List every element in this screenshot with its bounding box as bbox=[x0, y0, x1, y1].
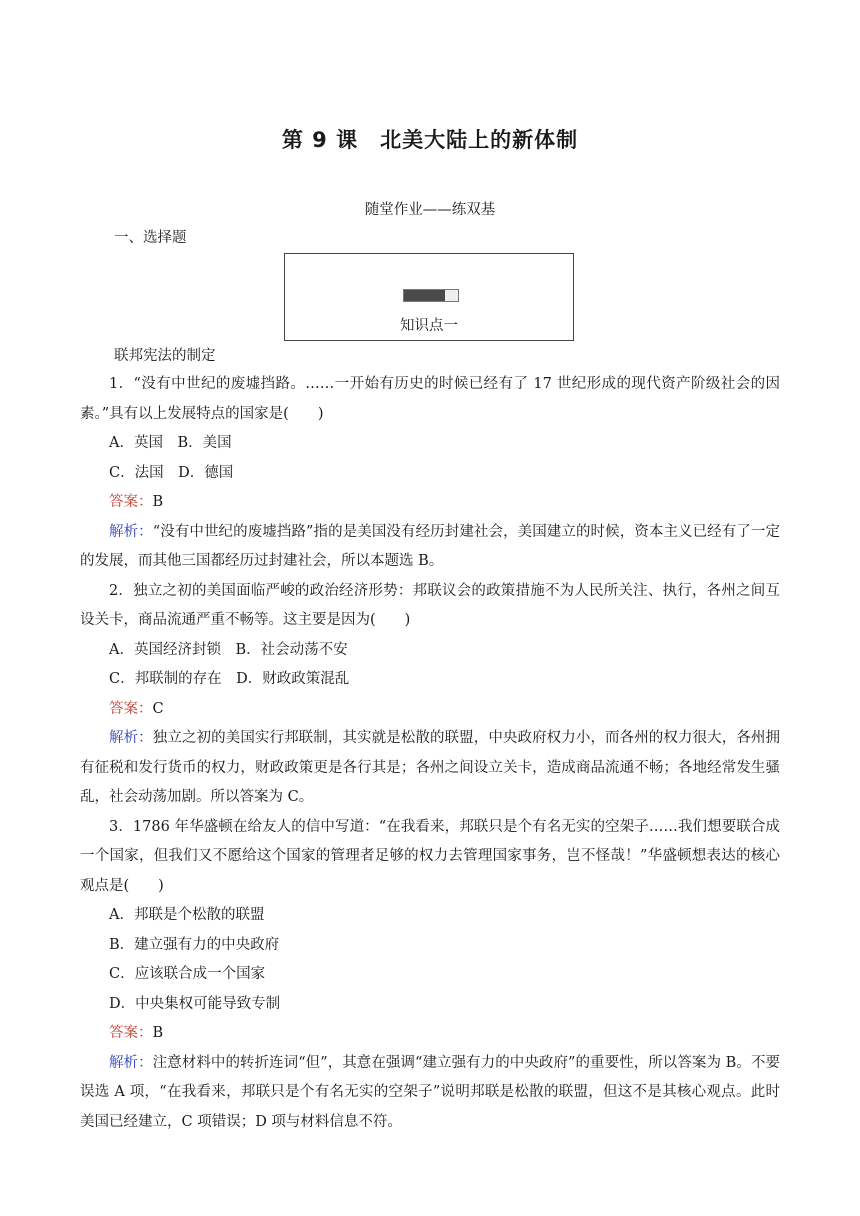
question-option: C．应该联合成一个国家 bbox=[109, 966, 266, 982]
answer-value: B bbox=[152, 1025, 164, 1041]
page-subtitle: 随堂作业——练双基 bbox=[364, 202, 496, 218]
answer-value: B bbox=[152, 494, 164, 510]
explanation-text: 注意材料中的转折连词“但”，其意在强调“建立强有力的中央政府”的重要性，所以答案为 B。不要误选 A 项，“在我看来，邦联只是个有名无实的空架子”说明邦联是松散的联盟，但这不是其核心观点。此时美国已经建立，C 项错误；D 项与材料信息不符。 bbox=[80, 1054, 781, 1130]
explanation-label: 解析： bbox=[109, 730, 153, 746]
explanation-label: 解析： bbox=[109, 1054, 153, 1071]
question-option: A．英国 B．美国 bbox=[109, 435, 232, 451]
question-option: D．中央集权可能导致专制 bbox=[109, 995, 281, 1012]
question-stem: 1．“没有中世纪的废墟挡路。……一开始有历史的时候已经有了 17 世纪形成的现代资产阶级社会的因素。”具有以上发展特点的国家是( ) bbox=[80, 376, 780, 422]
explanation-label: 解析： bbox=[109, 523, 153, 540]
progress-bar-fill bbox=[404, 290, 445, 301]
answer-value: C bbox=[152, 700, 164, 717]
question-option: C．法国 D．德国 bbox=[109, 464, 234, 481]
question-option: B．建立强有力的中央政府 bbox=[109, 936, 280, 953]
progress-bar bbox=[403, 289, 459, 302]
answer-label: 答案： bbox=[109, 1025, 153, 1041]
question-stem: 3．1786 年华盛顿在给友人的信中写道：“在我看来，邦联只是个有名无实的空架子……我们想要联合成一个国家，但我们又不愿给这个国家的管理者足够的权力去管理国家事务，岂不怪哉！”华盛顿想表达的核心观点是( ) bbox=[80, 818, 780, 894]
answer-label: 答案： bbox=[109, 494, 153, 510]
explanation bbox=[80, 1049, 780, 1138]
answer-line bbox=[80, 488, 780, 518]
topic-heading: 联邦宪法的制定 bbox=[114, 348, 216, 364]
section-heading: 一、选择题 bbox=[114, 230, 187, 246]
question-list bbox=[80, 370, 780, 1137]
explanation bbox=[80, 518, 780, 577]
answer-label: 答案： bbox=[109, 700, 153, 717]
answer-line bbox=[80, 695, 780, 725]
question-option: A．英国经济封锁 B．社会动荡不安 bbox=[109, 641, 348, 658]
answer-line bbox=[80, 1019, 780, 1049]
question-option: C．邦联制的存在 D．财政政策混乱 bbox=[109, 671, 350, 687]
knowledge-point-label: 知识点一 bbox=[400, 318, 458, 334]
page-title: 第 9 课 北美大陆上的新体制 bbox=[281, 128, 579, 152]
question-stem: 2．独立之初的美国面临严峻的政治经济形势：邦联议会的政策措施不为人民所关注、执行，各州之间互设关卡，商品流通严重不畅等。这主要是因为( ) bbox=[80, 582, 780, 628]
explanation bbox=[80, 724, 780, 813]
explanation-text: 独立之初的美国实行邦联制，其实就是松散的联盟，中央政府权力小，而各州的权力很大，各州拥有征税和发行货币的权力，财政政策更是各行其是；各州之间设立关卡，造成商品流通不畅；各地经常发生骚乱，社会动荡加剧。所以答案为 C。 bbox=[80, 730, 781, 805]
knowledge-point-box bbox=[284, 253, 574, 341]
question-option: A．邦联是个松散的联盟 bbox=[109, 907, 265, 923]
explanation-text: “没有中世纪的废墟挡路”指的是美国没有经历封建社会，美国建立的时候，资本主义已经有了一定的发展，而其他三国都经历过封建社会，所以本题选 B。 bbox=[80, 523, 781, 569]
